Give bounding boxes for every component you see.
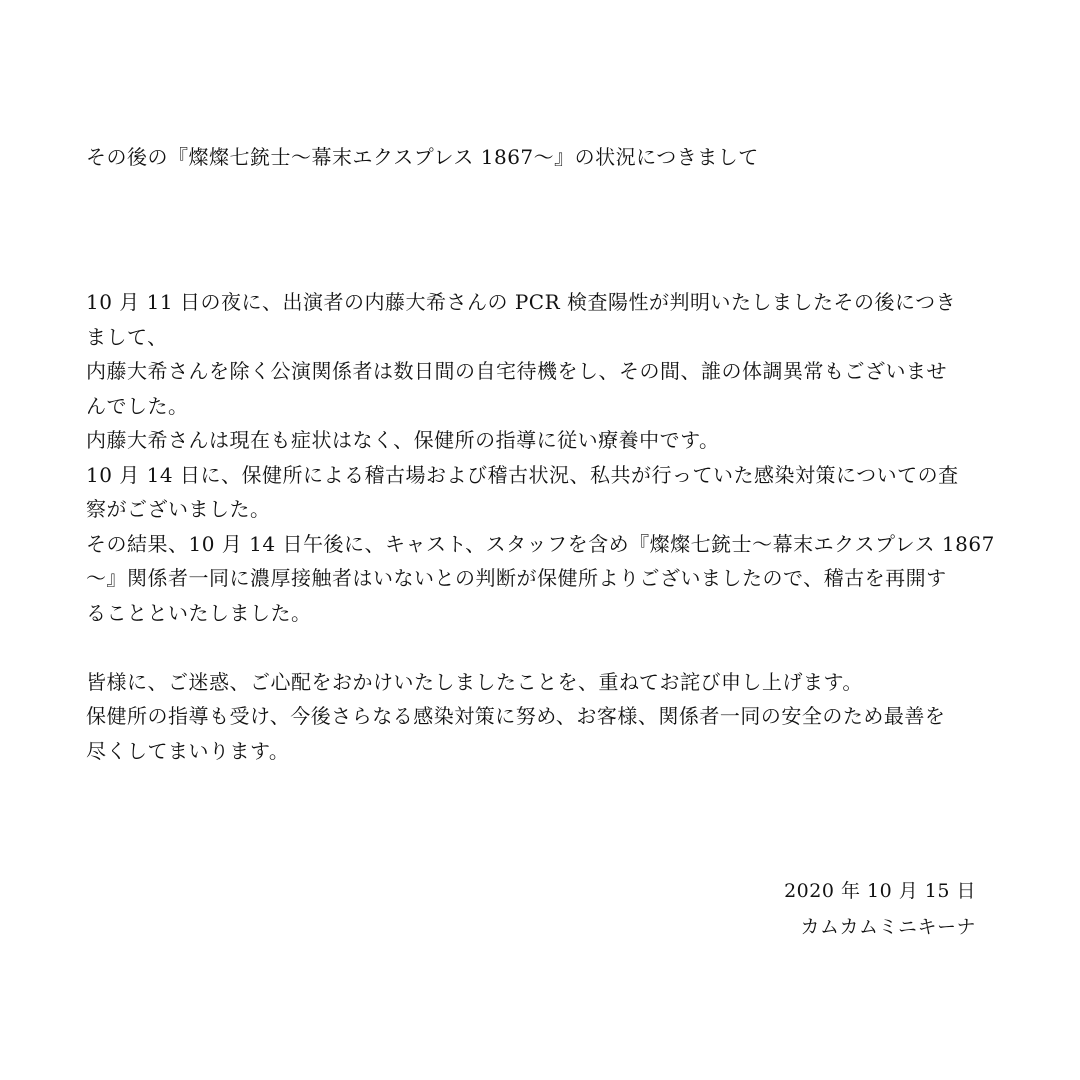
body-line: 保健所の指導も受け、今後さらなる感染対策に努め、お客様、関係者一同の安全のため最善を	[86, 704, 946, 728]
body-line: ることといたしました。	[86, 600, 312, 625]
paragraph-spacer	[86, 630, 986, 665]
document-date: 2020 年 10 月 15 日	[784, 880, 976, 902]
document-body	[86, 285, 995, 768]
body-line: 〜』関係者一同に濃厚接触者はいないとの判断が保健所よりございましたので、稽古を再開す	[86, 566, 947, 590]
body-line: 10 月 11 日の夜に、出演者の内藤大希さんの PCR 検査陽性が判明いたしましたその後につき	[86, 290, 957, 314]
body-line: 皆様に、ご迷惑、ご心配をおかけいたしましたことを、重ねてお詫び申し上げます。	[86, 669, 863, 694]
body-line: その結果、10 月 14 日午後に、キャスト、スタッフを含め『燦燦七銃士〜幕末エクスプレス 1867	[86, 531, 995, 556]
body-line: 察がございました。	[86, 497, 271, 521]
signature-block	[784, 873, 976, 945]
body-line: 内藤大希さんを除く公演関係者は数日間の自宅待機をし、その間、誰の体調異常もございませ	[86, 359, 947, 383]
body-line: 内藤大希さんは現在も症状はなく、保健所の指導に従い療養中です。	[86, 428, 720, 452]
body-line: 10 月 14 日に、保健所による稽古場および稽古状況、私共が行っていた感染対策についての査	[86, 462, 959, 487]
document-title: その後の『燦燦七銃士〜幕末エクスプレス 1867〜』の状況につきまして	[86, 145, 759, 169]
body-line: まして、	[86, 324, 168, 349]
organization-name: カムカムミニキーナ	[800, 916, 976, 938]
body-line: んでした。	[86, 393, 189, 418]
body-line: 尽くしてまいります。	[86, 738, 290, 763]
